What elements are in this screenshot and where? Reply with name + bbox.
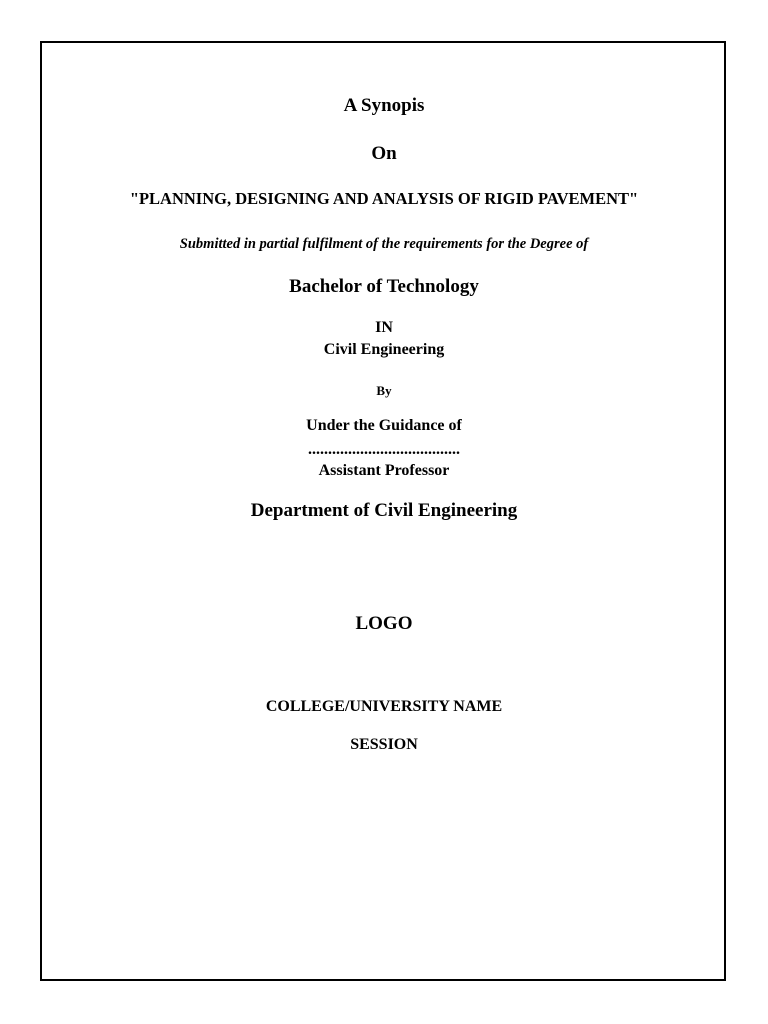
degree-name: Bachelor of Technology [289, 276, 479, 297]
on-label: On [371, 143, 397, 164]
project-title: "PLANNING, DESIGNING AND ANALYSIS OF RIGID PAVEMENT" [129, 189, 639, 208]
department-name: Department of Civil Engineering [250, 500, 518, 521]
submitted-text: Submitted in partial fulfilment of the requirements for the Degree of [179, 236, 589, 252]
logo-placeholder: LOGO [355, 613, 413, 634]
guide-designation: Assistant Professor [318, 462, 450, 479]
branch-name: Civil Engineering [323, 341, 445, 358]
guide-name-placeholder: ...................................... [308, 441, 460, 458]
college-name: COLLEGE/UNIVERSITY NAME [265, 698, 503, 715]
guidance-label: Under the Guidance of [306, 417, 462, 434]
in-label: IN [375, 319, 393, 336]
session-label: SESSION [350, 736, 418, 753]
by-label: By [376, 383, 392, 398]
synopsis-heading: A Synopis [343, 95, 425, 116]
